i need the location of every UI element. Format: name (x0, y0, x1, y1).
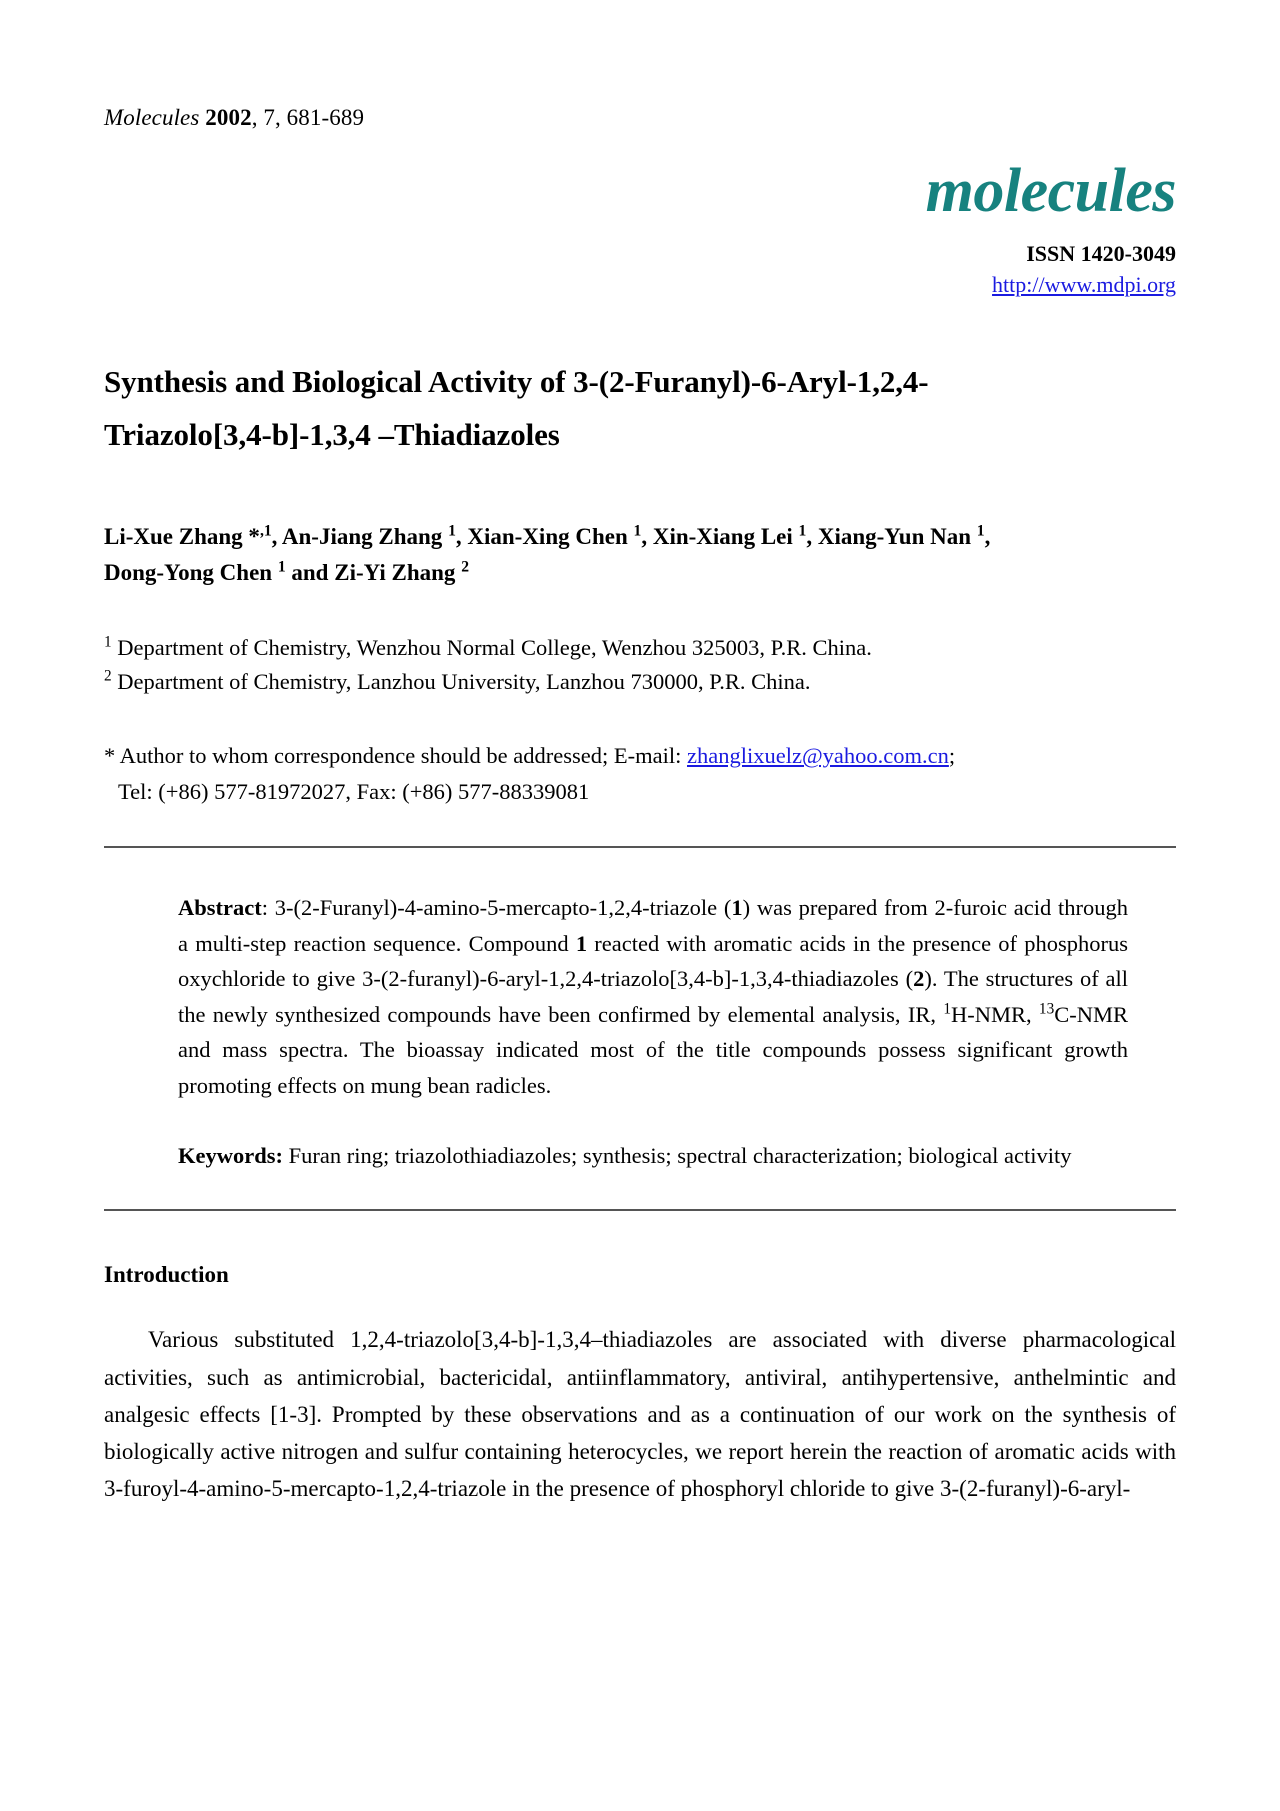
running-header-journal: Molecules (104, 105, 200, 130)
running-header-year: 2002 (205, 105, 252, 130)
abstract-paragraph (178, 890, 1128, 1103)
author-email-link[interactable]: zhanglixuelz@yahoo.com.cn (687, 743, 949, 769)
author-name-6: Dong-Yong Chen (104, 559, 278, 585)
correspondence-contact: Tel: (+86) 577-81972027, Fax: (+86) 577-88339081 (118, 779, 590, 805)
author-sep-5: , (984, 524, 991, 550)
running-header (104, 104, 1176, 132)
keywords-text: Furan ring; triazolothiadiazoles; synthesis; spectral characterization; biological activity (283, 1142, 1072, 1168)
keywords-paragraph (178, 1138, 1128, 1174)
affiliation-list (104, 631, 1176, 701)
author-sup-5: 1 (976, 522, 985, 540)
journal-masthead (104, 156, 1176, 299)
author-sep-2: , Xian-Xing Chen (455, 524, 634, 550)
author-sup-4: 1 (798, 522, 807, 540)
author-sup-6: 1 (277, 558, 286, 576)
author-line-1 (104, 519, 1176, 555)
compound-number-3: 2 (913, 966, 925, 992)
abstract-text-1: : 3-(2-Furanyl)-4-amino-5-mercapto-1,2,4-triazole ( (261, 895, 732, 921)
running-header-volume-page: , 7, 681-689 (251, 105, 365, 130)
page-content (104, 0, 1176, 1508)
affiliation-item (104, 665, 1176, 700)
section-heading-introduction: Introduction (104, 1262, 229, 1288)
abstract-text-5: H-NMR, (950, 1001, 1039, 1027)
author-sep-1: , An-Jiang Zhang (271, 524, 449, 550)
author-list (104, 519, 1176, 590)
correspondence-block (104, 738, 1176, 810)
author-sup-1: ,1 (259, 522, 272, 540)
title-line-1: Synthesis and Biological Activity of 3-(2-Furanyl)-6-Aryl-1,2,4- (104, 363, 929, 399)
author-line-2 (104, 555, 1176, 591)
affiliation-marker: 2 (104, 667, 112, 685)
author-sep-3: , Xin-Xiang Lei (641, 524, 799, 550)
affiliation-text: Department of Chemistry, Wenzhou Normal College, Wenzhou 325003, P.R. China. (111, 634, 872, 660)
correspondence-prefix: * Author to whom correspondence should be addressed; E-mail: (104, 743, 687, 769)
abstract-top-divider (104, 846, 1176, 848)
issn-text: ISSN 1420-3049 (1026, 240, 1176, 266)
affiliation-text: Department of Chemistry, Lanzhou University, Lanzhou 730000, P.R. China. (111, 669, 811, 695)
author-name-1: Li-Xue Zhang * (104, 524, 260, 550)
abstract-text-2: ) was prepared from 2-furoic acid through a multi-step reaction sequence. Compound (178, 895, 1128, 956)
abstract-text-6: C-NMR and mass spectra. The bioassay indicated most of the title compounds possess significant growth promoting effects on mung bean radicles. (178, 1001, 1128, 1098)
author-sup-7: 2 (461, 558, 469, 576)
introduction-paragraph (104, 1321, 1176, 1507)
keywords-label: Keywords: (178, 1142, 283, 1168)
author-sup-3: 1 (633, 522, 642, 540)
abstract-bottom-divider (104, 1209, 1176, 1211)
abstract-text-3: reacted with aromatic acids in the presence of phosphorus oxychloride to give 3-(2-furanyl)-6-aryl-1,2,4-triazolo[3,4-b]-1,3,4-thiadiazoles ( (178, 930, 1128, 992)
compound-number-1: 1 (731, 895, 743, 921)
affiliation-item (104, 631, 1176, 666)
abstract-label: Abstract (178, 895, 262, 921)
abstract-text-4: ). The structures of all the newly synthesized compounds have been confirmed by elemental analysis, IR, (178, 966, 1128, 1027)
author-sep-4: , Xiang-Yun Nan (806, 524, 977, 550)
abstract-block (178, 890, 1128, 1173)
introduction-text: Various substituted 1,2,4-triazolo[3,4-b]-1,3,4–thiadiazoles are associated with diverse pharmacological activities, such as antimicrobial, bactericidal, antiinflammatory, antiviral, antihypertensive, anthelmintic and analgesic effects [1-3]. Prompted by these observations and as a continuation of our work on the synthesis of biologically active nitrogen and sulfur containing heterocycles, we report herein the reaction of aromatic acids with 3-furoyl-4-amino-5-mercapto-1,2,4-triazole in the presence of phosphoryl chloride to give 3-(2-furanyl)-6-aryl- (104, 1327, 1176, 1502)
journal-url-link[interactable]: http://www.mdpi.org (992, 272, 1176, 298)
nmr-carbon-superscript: 13 (1038, 1000, 1055, 1018)
nmr-proton-superscript: 1 (943, 1000, 951, 1018)
molecules-logo: molecules (925, 156, 1176, 225)
affiliation-marker: 1 (104, 633, 112, 650)
author-sup-2: 1 (448, 522, 456, 540)
compound-number-2: 1 (575, 930, 588, 956)
page-title (104, 355, 1176, 462)
correspondence-line (104, 738, 1176, 774)
author-sep-6: and Zi-Yi Zhang (285, 559, 462, 585)
title-line-2: Triazolo[3,4-b]-1,3,4 –Thiadiazoles (104, 416, 560, 452)
correspondence-suffix: ; (948, 743, 956, 769)
